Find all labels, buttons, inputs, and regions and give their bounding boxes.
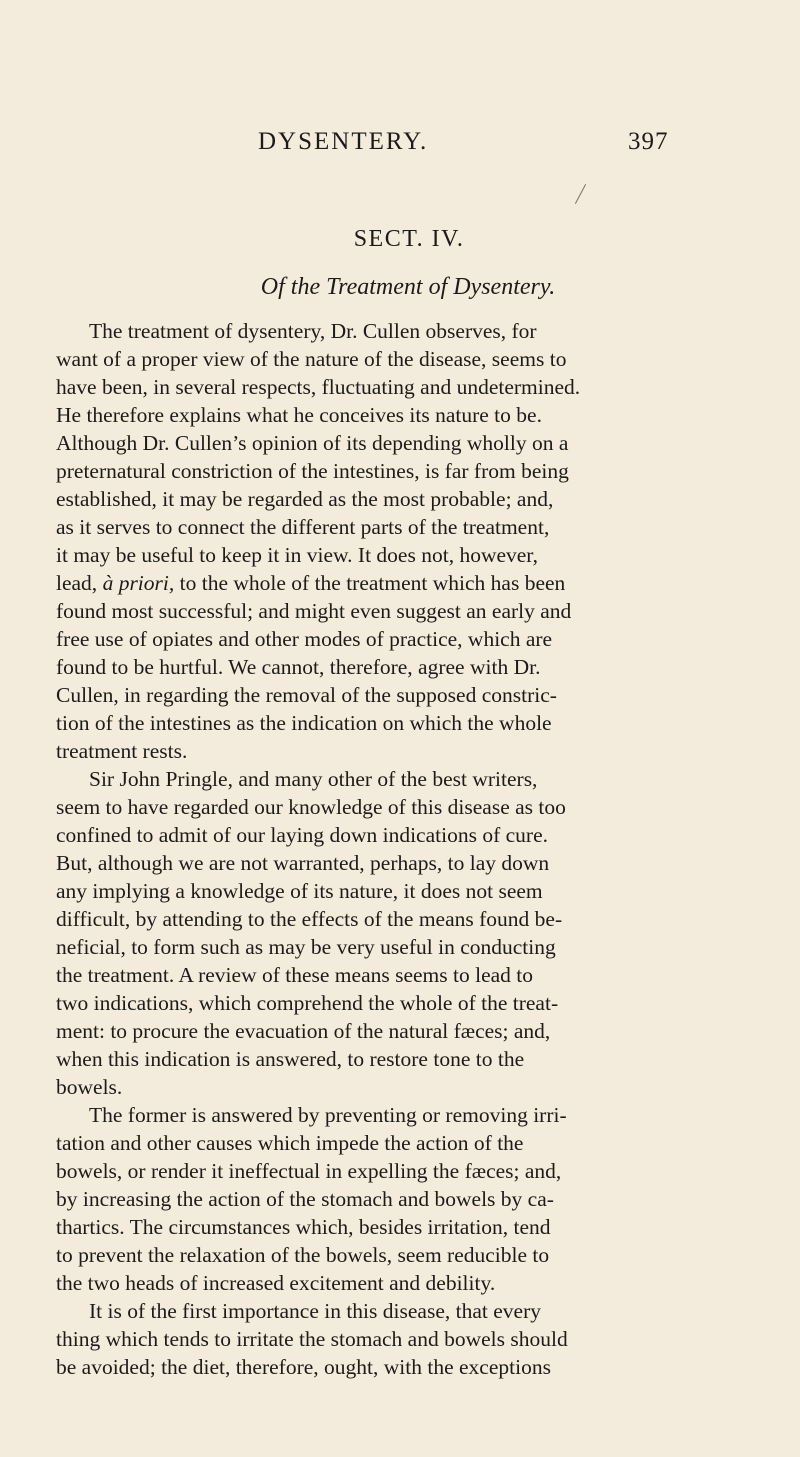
text-line: bowels, or render it ineffectual in expelling the fæces; and, <box>56 1159 562 1183</box>
text-line: The treatment of dysentery, Dr. Cullen observes, for <box>89 319 537 343</box>
text-line: Cullen, in regarding the removal of the supposed constric- <box>56 683 557 707</box>
text-line: by increasing the action of the stomach and bowels by ca- <box>56 1187 554 1211</box>
section-heading: SECT. IV. <box>353 226 465 252</box>
text-line: as it serves to connect the different parts of the treatment, <box>56 515 550 539</box>
text-line: difficult, by attending to the effects of the means found be- <box>56 907 563 931</box>
text-line: thartics. The circumstances which, besides irritation, tend <box>56 1215 551 1239</box>
text-line: preternatural constriction of the intestines, is far from being <box>56 459 569 483</box>
text-line: found most successful; and might even suggest an early and <box>56 599 572 623</box>
text-line: Although Dr. Cullen’s opinion of its depending wholly on a <box>56 431 569 455</box>
text-line: neficial, to form such as may be very useful in conducting <box>56 935 556 959</box>
text-line-with-italic <box>56 569 565 597</box>
text-line: any implying a knowledge of its nature, it does not seem <box>56 879 543 903</box>
text-line: It is of the first importance in this disease, that every <box>89 1299 541 1323</box>
text-line: established, it may be regarded as the most probable; and, <box>56 487 554 511</box>
text-line: free use of opiates and other modes of practice, which are <box>56 627 553 651</box>
text-line: want of a proper view of the nature of the disease, seems to <box>56 347 567 371</box>
line-rest: to the whole of the treatment which has been <box>174 571 566 595</box>
text-line: He therefore explains what he conceives its nature to be. <box>56 403 542 427</box>
running-title: DYSENTERY. <box>258 128 429 155</box>
page-number: 397 <box>628 128 669 155</box>
text-line: be avoided; the diet, therefore, ought, with the exceptions <box>56 1355 551 1379</box>
text-line: the two heads of increased excitement and debility. <box>56 1271 496 1295</box>
text-line: But, although we are not warranted, perhaps, to lay down <box>56 851 550 875</box>
text-line: when this indication is answered, to restore tone to the <box>56 1047 525 1071</box>
text-line: tion of the intestines as the indication on which the whole <box>56 711 552 735</box>
text-line: treatment rests. <box>56 739 188 763</box>
text-line: it may be useful to keep it in view. It does not, however, <box>56 543 538 567</box>
line-start: lead, <box>56 571 103 595</box>
text-line: Sir John Pringle, and many other of the best writers, <box>89 767 538 791</box>
text-line: to prevent the relaxation of the bowels, seem reducible to <box>56 1243 550 1267</box>
text-line: bowels. <box>56 1075 123 1099</box>
stray-pencil-mark <box>575 184 586 204</box>
text-line: the treatment. A review of these means seems to lead to <box>56 963 534 987</box>
italic-phrase: à priori, <box>102 571 175 595</box>
section-subtitle: Of the Treatment of Dysentery. <box>260 274 556 300</box>
text-line: thing which tends to irritate the stomach and bowels should <box>56 1327 568 1351</box>
running-head <box>0 128 800 162</box>
text-line: confined to admit of our laying down indications of cure. <box>56 823 548 847</box>
text-line: found to be hurtful. We cannot, therefore, agree with Dr. <box>56 655 541 679</box>
text-line: tation and other causes which impede the action of the <box>56 1131 524 1155</box>
text-line: have been, in several respects, fluctuating and undetermined. <box>56 375 581 399</box>
text-line: seem to have regarded our knowledge of this disease as too <box>56 795 566 819</box>
text-line: two indications, which comprehend the whole of the treat- <box>56 991 559 1015</box>
text-line: The former is answered by preventing or removing irri- <box>89 1103 567 1127</box>
text-line: ment: to procure the evacuation of the natural fæces; and, <box>56 1019 551 1043</box>
